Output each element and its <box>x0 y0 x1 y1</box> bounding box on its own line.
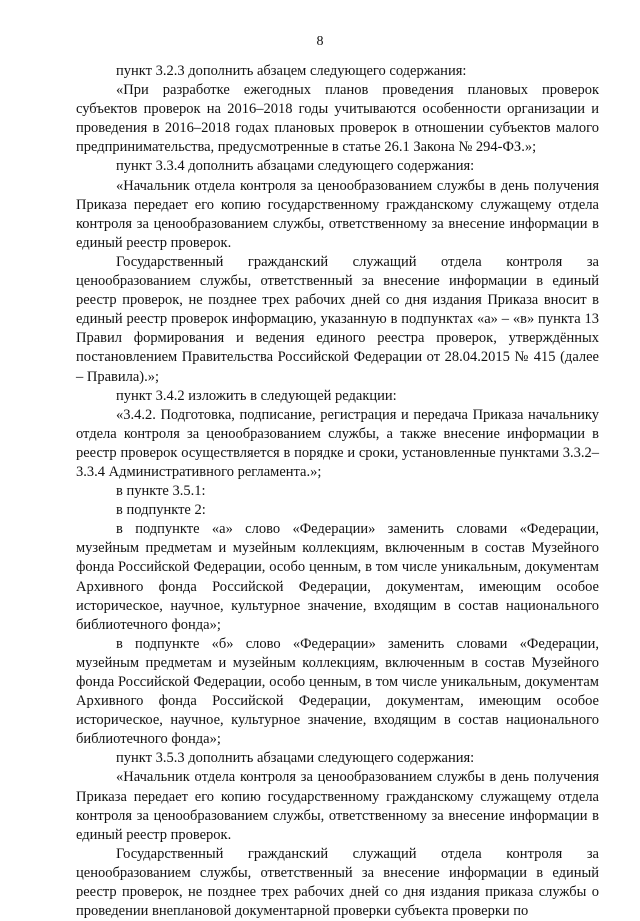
paragraph-subclause-2: в подпункте 2: <box>116 502 206 519</box>
paragraph-3-4-2-intro: пункт 3.4.2 изложить в следующей редакции: <box>116 387 397 404</box>
paragraph-subclause-b: в подпункте «б» слово «Федерации» заменить словами «Федерации, музейным предметам и музейным коллекциям, включенным в состав Музейного фонда Российской Федерации, особо ценным, в том числе уникальным, документам Архивного фонда Российской Федерации, документам, имеющим особое историческое, научное, культурное значение, входящим в состав национального библиотечного фонда»; <box>76 635 599 748</box>
document-body <box>76 62 599 921</box>
paragraph-3-2-3-text: «При разработке ежегодных планов проведения плановых проверок субъектов проверок на 2016–2018 годы учитываются особенности организации и проведения в 2016–2018 годах плановых проверок в отношении субъектов малого предпринимательства, предусмотренные в статье 26.1 Закона № 294-ФЗ.»; <box>76 82 599 156</box>
paragraph-3-5-1-intro: в пункте 3.5.1: <box>116 483 206 500</box>
paragraph-3-5-3-head: «Начальник отдела контроля за ценообразованием службы в день получения Приказа передает его копию государственному гражданскому служащему отдела контроля за ценообразованием службы, ответственному за внесение информации в единый реестр проверок. <box>76 769 599 843</box>
paragraph-3-2-3-intro: пункт 3.2.3 дополнить абзацем следующего содержания: <box>116 63 467 79</box>
paragraph-subclause-a: в подпункте «а» слово «Федерации» заменить словами «Федерации, музейным предметам и музейным коллекциям, включенным в состав Музейного фонда Российской Федерации, особо ценным, в том числе уникальным, документам Архивного фонда Российской Федерации, документам, имеющим особое историческое, научное, культурное значение, входящим в состав национального библиотечного фонда»; <box>76 521 599 633</box>
paragraph-3-5-3-intro: пункт 3.5.3 дополнить абзацами следующего содержания: <box>116 750 475 767</box>
page-number: 8 <box>316 34 324 49</box>
paragraph-3-3-4-intro: пункт 3.3.4 дополнить абзацами следующего содержания: <box>116 158 475 175</box>
paragraph-3-5-3-servant: Государственный гражданский служащий отдела контроля за ценообразованием службы, ответственный за внесение информации в единый реестр проверок, не позднее трех рабочих дней со дня издания приказа службы о проведении внеплановой документарной проверки субъекта проверки по <box>76 845 599 920</box>
paragraph-3-3-4-servant: Государственный гражданский служащий отдела контроля за ценообразованием службы, ответственный за внесение информации в единый реестр проверок, не позднее трех рабочих дней со дня издания Приказа вносит в единый реестр проверок информацию, указанную в подпунктах «а» – «в» пункта 13 Правил формирования и ведения единого реестра проверок, утверждённых постановлением Правительства Российской Федерации от 28.04.2015 № 415 (далее – Правила).»; <box>76 253 599 385</box>
paragraph-3-3-4-head: «Начальник отдела контроля за ценообразованием службы в день получения Приказа передает его копию государственному гражданскому служащему отдела контроля за ценообразованием службы, ответственному за внесение информации в единый реестр проверок. <box>76 177 599 251</box>
paragraph-3-4-2-text: «3.4.2. Подготовка, подписание, регистрация и передача Приказа начальнику отдела контроля за ценообразованием службы, а также внесение информации в реестр проверок осуществляется в порядке и сроки, установленные пунктами 3.3.2–3.3.4 Административного регламента.»; <box>76 406 599 480</box>
